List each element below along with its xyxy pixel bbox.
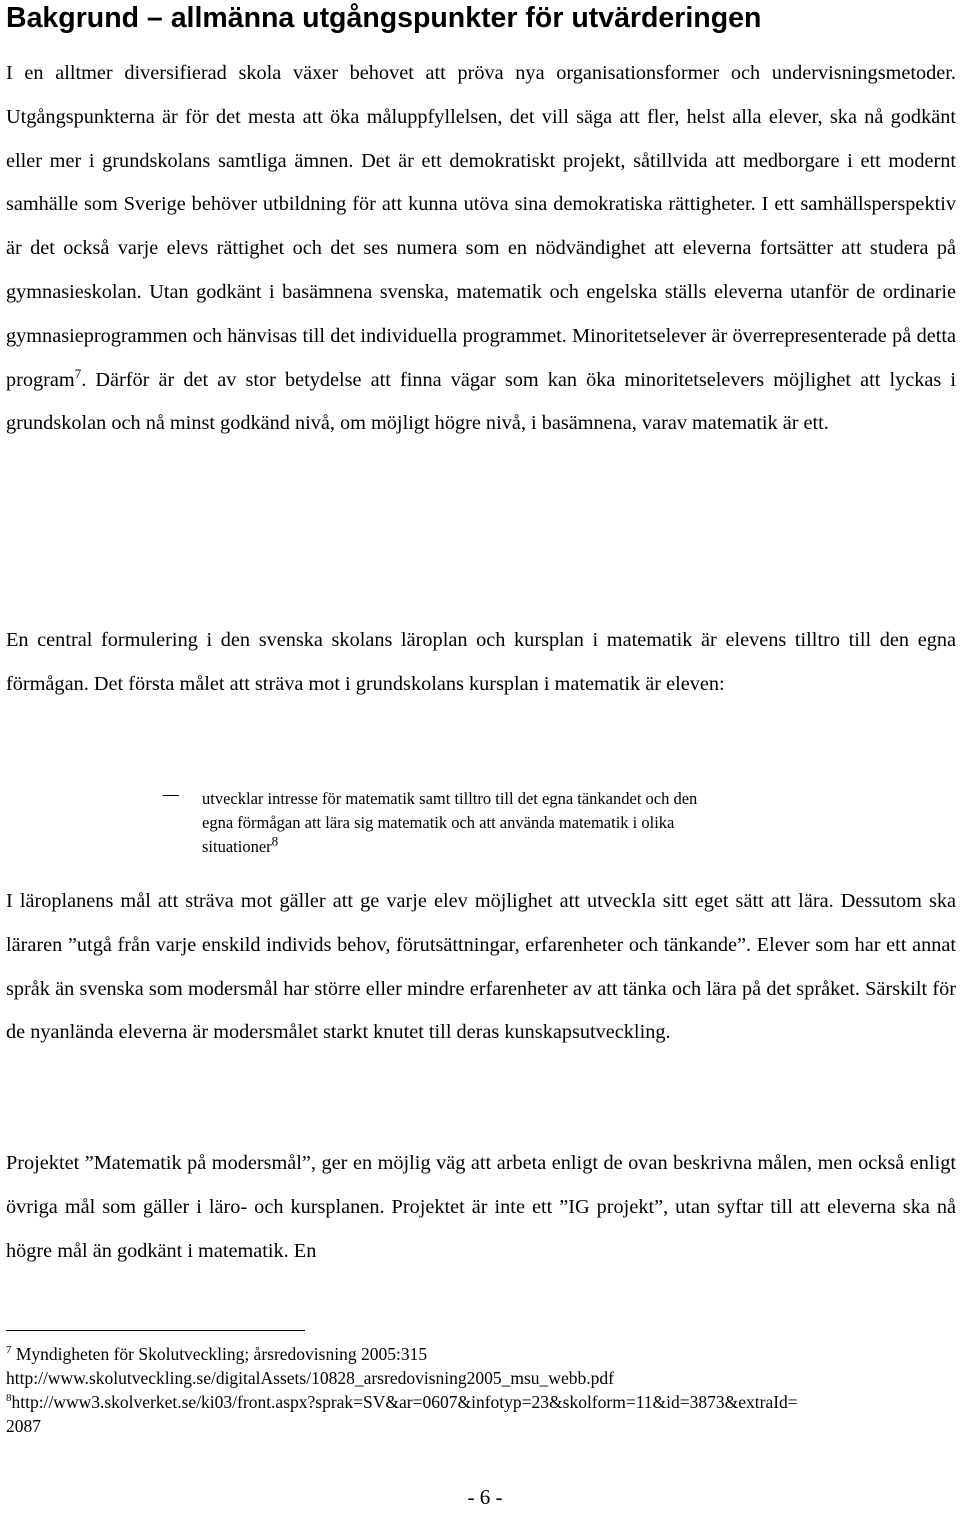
section-heading: Bakgrund – allmänna utgångspunkter för utvärderingen	[6, 2, 762, 34]
paragraph-background-tail: . Därför är det av stor betydelse att finna vägar som kan öka minoritetselevers möjlighet att lyckas i grundskolan och nå minst godkänd nivå, om möjligt högre nivå, i basämnena, varav matematik är ett.	[6, 368, 956, 435]
footnote-ref-8[interactable]: 8	[271, 833, 279, 849]
footnote-8-link[interactable]: http://www3.skolverket.se/ki03/front.aspx?sprak=SV&ar=0607&infotyp=23&skolform=11&id=3873&extraId=	[11, 1392, 798, 1412]
footnote-8-number: 8	[6, 1392, 12, 1405]
quote-line-last	[202, 835, 862, 859]
footnote-7	[6, 1342, 960, 1366]
paragraph-project: Projektet ”Matematik på modersmål”, ger en möjlig väg att arbeta enligt de ovan beskrivna målen, men också enligt övriga mål som gäller i läro- och kursplanen. Projektet är inte ett ”IG projekt”, utan syftar till att eleverna ska nå högre mål än godkänt i matematik. En	[6, 1152, 956, 1262]
quote-line-text: situationer	[202, 837, 272, 856]
footnote-8-link-cont[interactable]: 2087	[6, 1416, 41, 1436]
footnotes	[6, 1342, 960, 1438]
curriculum-quote-text	[202, 787, 862, 859]
page-number: - 6 -	[467, 1485, 503, 1509]
footnote-7-text: Myndigheten för Skolutveckling; årsredovisning 2005:315	[11, 1344, 428, 1364]
quote-line: utvecklar intresse för matematik samt tilltro till det egna tänkandet och den	[202, 789, 698, 808]
paragraph-learning-goals: I läroplanens mål att sträva mot gäller att ge varje elev möjlighet att utveckla sitt eget sätt att lära. Dessutom ska läraren ”utgå från varje enskild individs behov, förutsättningar, erfarenheter och tänkande”. Elever som har ett annat språk än svenska som modersmål har större eller mindre erfarenheter av att tänka och lära på det språket. Särskilt för de nyanlända eleverna är modersmålet starkt knutet till deras kunskapsutveckling.	[6, 890, 956, 1044]
footnote-divider	[6, 1330, 305, 1331]
footnote-7-number: 7	[6, 1344, 12, 1357]
quote-line: egna förmågan att lära sig matematik och att använda matematik i olika	[202, 813, 675, 832]
paragraph-curriculum: En central formulering i den svenska skolans läroplan och kursplan i matematik är elevens tilltro till den egna förmågan. Det första målet att sträva mot i grundskolans kursplan i matematik är eleven:	[6, 629, 956, 695]
paragraph-background-text: I en alltmer diversifierad skola växer behovet att pröva nya organisationsformer och undervisningsmetoder. Utgångspunkterna är för det mesta att öka måluppfyllelsen, det vill säga att fler, helst alla elever, ska nå godkänt eller mer i grundskolans samtliga ämnen. Det är ett demokratiskt projekt, såtillvida att medborgare i ett modernt samhälle som Sverige behöver utbildning för att kunna utöva sina demokratiska rättigheter. I ett samhällsperspektiv är det också varje elevs rättighet och det ses numera som en nödvändighet att eleverna fortsätter att studera på gymnasieskolan. Utan godkänt i basämnena svenska, matematik och engelska ställs eleverna utanför de ordinarie gymnasieprogrammen och hänvisas till det individuella programmet. Minoritetselever är överrepresenterade på detta program	[6, 62, 956, 391]
footnote-8	[6, 1390, 960, 1414]
list-dash	[163, 795, 179, 796]
paragraph-background	[6, 52, 956, 446]
footnote-ref-7[interactable]: 7	[74, 365, 82, 381]
footnote-7-link[interactable]: http://www.skolutveckling.se/digitalAssets/10828_arsredovisning2005_msu_webb.pdf	[6, 1368, 614, 1388]
